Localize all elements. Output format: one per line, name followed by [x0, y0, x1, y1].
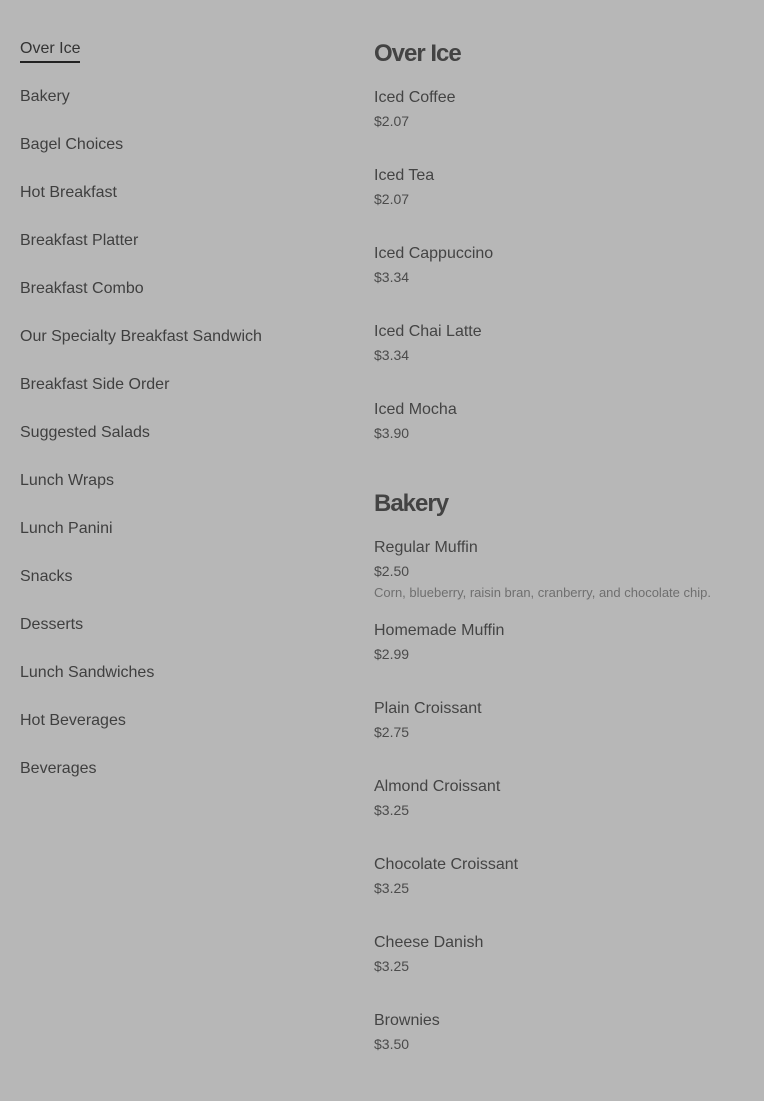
- nav-item-snacks[interactable]: [20, 567, 340, 615]
- nav-item-lunch-wraps[interactable]: [20, 471, 340, 519]
- item-name: Iced Chai Latte: [374, 323, 482, 340]
- nav-item-suggested-salads[interactable]: [20, 423, 340, 471]
- item-price: $2.99: [374, 646, 410, 662]
- item-price: $3.90: [374, 425, 410, 441]
- section-title: Over Ice: [374, 40, 461, 67]
- menu-item[interactable]: [374, 88, 754, 146]
- item-price: $2.75: [374, 724, 410, 740]
- nav-item-breakfast-side-order[interactable]: [20, 375, 340, 423]
- item-name: Homemade Muffin: [374, 622, 505, 639]
- nav-item-hot-breakfast[interactable]: [20, 183, 340, 231]
- nav-item-label: Bagel Choices: [20, 136, 124, 153]
- item-description: Corn, blueberry, raisin bran, cranberry, and chocolate chip.: [374, 585, 711, 600]
- item-name: Iced Cappuccino: [374, 245, 494, 262]
- item-price: $3.50: [374, 1036, 410, 1052]
- item-name: Iced Mocha: [374, 401, 457, 418]
- nav-item-label: Lunch Sandwiches: [20, 664, 155, 681]
- nav-item-bakery[interactable]: [20, 87, 340, 135]
- nav-item-label: Desserts: [20, 616, 84, 633]
- item-price: $2.07: [374, 113, 410, 129]
- nav-item-label: Lunch Wraps: [20, 472, 114, 489]
- menu-item[interactable]: [374, 322, 754, 380]
- item-name: Iced Coffee: [374, 89, 456, 106]
- menu-item[interactable]: [374, 777, 754, 835]
- section-title: Bakery: [374, 490, 449, 517]
- item-name: Cheese Danish: [374, 934, 484, 951]
- menu-section-over-ice: [374, 40, 754, 458]
- menu-item[interactable]: [374, 538, 754, 601]
- nav-item-label: Bakery: [20, 88, 70, 105]
- item-name: Plain Croissant: [374, 700, 482, 717]
- nav-item-label: Breakfast Platter: [20, 232, 139, 249]
- menu-item[interactable]: [374, 1011, 754, 1069]
- nav-item-beverages[interactable]: [20, 759, 340, 807]
- nav-item-lunch-sandwiches[interactable]: [20, 663, 340, 711]
- item-name: Almond Croissant: [374, 778, 501, 795]
- menu-item[interactable]: [374, 855, 754, 913]
- nav-item-label: Over Ice: [20, 39, 80, 63]
- nav-item-specialty-breakfast-sandwich[interactable]: [20, 327, 340, 375]
- nav-item-hot-beverages[interactable]: [20, 711, 340, 759]
- nav-item-label: Snacks: [20, 568, 73, 585]
- menu-item[interactable]: [374, 166, 754, 224]
- menu-item[interactable]: [374, 933, 754, 991]
- menu-item[interactable]: [374, 621, 754, 679]
- item-price: $3.34: [374, 269, 410, 285]
- item-name: Iced Tea: [374, 167, 435, 184]
- item-price: $2.07: [374, 191, 410, 207]
- nav-item-label: Breakfast Combo: [20, 280, 144, 297]
- nav-item-label: Hot Beverages: [20, 712, 126, 729]
- item-name: Regular Muffin: [374, 539, 478, 556]
- item-price: $3.25: [374, 802, 410, 818]
- menu-content: [374, 40, 754, 1101]
- item-name: Brownies: [374, 1012, 440, 1029]
- item-price: $3.34: [374, 347, 410, 363]
- nav-item-label: Beverages: [20, 760, 97, 777]
- item-price: $3.25: [374, 880, 410, 896]
- nav-item-bagel-choices[interactable]: [20, 135, 340, 183]
- menu-item[interactable]: [374, 244, 754, 302]
- item-name: Chocolate Croissant: [374, 856, 519, 873]
- nav-item-label: Suggested Salads: [20, 424, 150, 441]
- nav-item-desserts[interactable]: [20, 615, 340, 663]
- menu-section-bakery: [374, 490, 754, 1069]
- nav-item-label: Hot Breakfast: [20, 184, 117, 201]
- nav-item-breakfast-combo[interactable]: [20, 279, 340, 327]
- nav-item-lunch-panini[interactable]: [20, 519, 340, 567]
- menu-item[interactable]: [374, 400, 754, 458]
- item-price: $3.25: [374, 958, 410, 974]
- item-price: $2.50: [374, 563, 410, 579]
- nav-item-over-ice[interactable]: [20, 39, 340, 87]
- category-nav: [20, 39, 340, 807]
- nav-item-breakfast-platter[interactable]: [20, 231, 340, 279]
- nav-item-label: Lunch Panini: [20, 520, 113, 537]
- nav-item-label: Breakfast Side Order: [20, 376, 170, 393]
- menu-item[interactable]: [374, 699, 754, 757]
- nav-item-label: Our Specialty Breakfast Sandwich: [20, 328, 262, 345]
